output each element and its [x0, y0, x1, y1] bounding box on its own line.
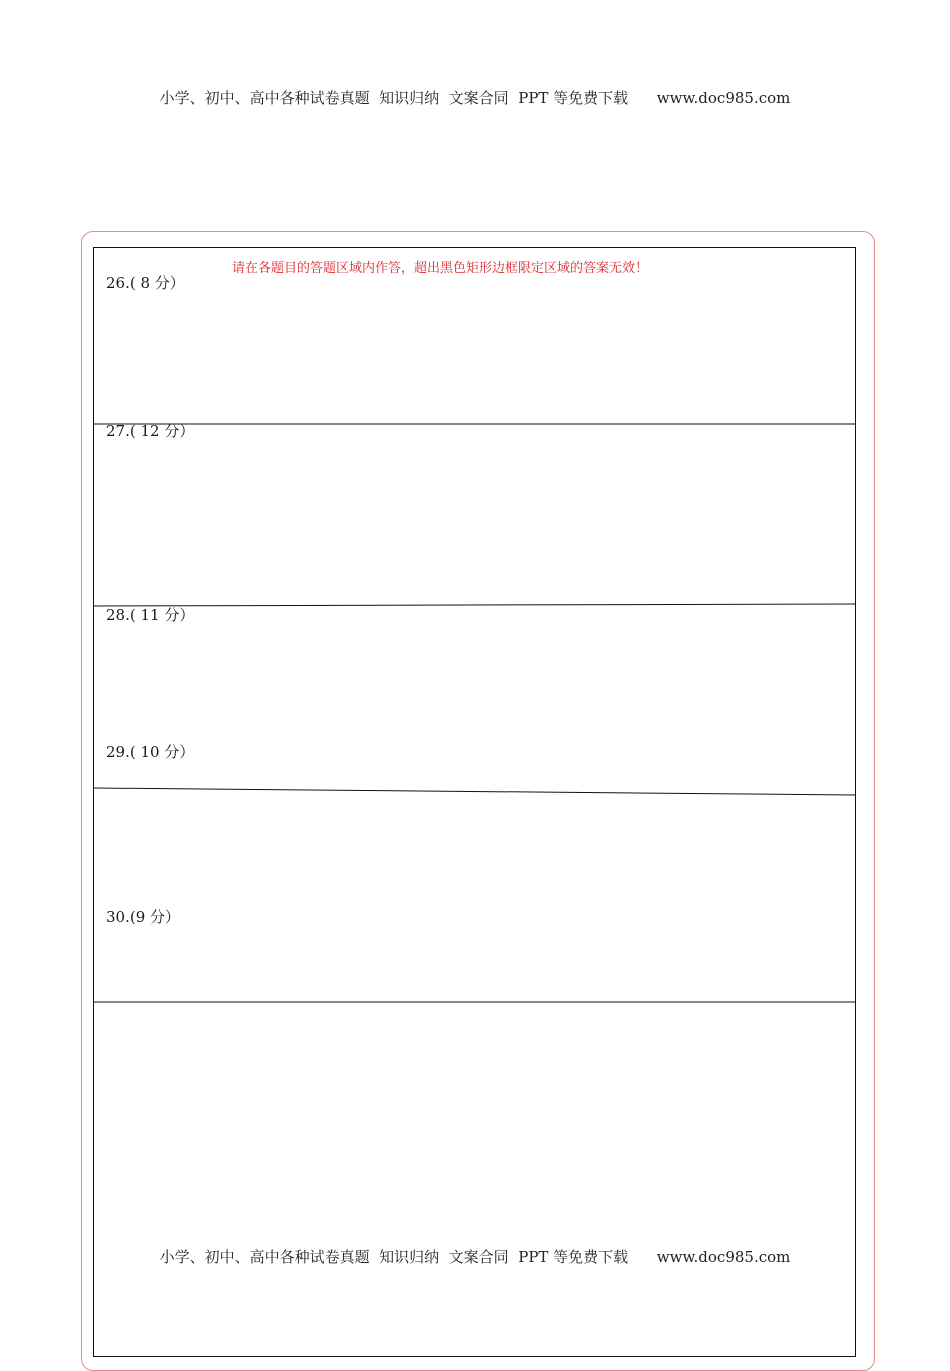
page-footer: 小学、初中、高中各种试卷真题 知识归纳 文案合同 PPT 等免费下载 www.doc985.com: [159, 1248, 791, 1266]
question-27-label: 27.( 12 分）: [106, 422, 195, 440]
answer-area-warning: 请在各题目的答题区域内作答，超出黑色矩形边框限定区域的答案无效！: [232, 261, 649, 276]
page-header: 小学、初中、高中各种试卷真题 知识归纳 文案合同 PPT 等免费下载 www.doc985.com: [159, 89, 791, 107]
question-30-label: 30.(9 分）: [106, 908, 181, 926]
question-28-label: 28.( 11 分）: [106, 606, 195, 624]
divider-29-30: [94, 788, 855, 795]
question-26-label: 26.( 8 分）: [106, 274, 185, 292]
divider-27-28: [94, 604, 855, 606]
question-29-label: 29.( 10 分）: [106, 743, 195, 761]
